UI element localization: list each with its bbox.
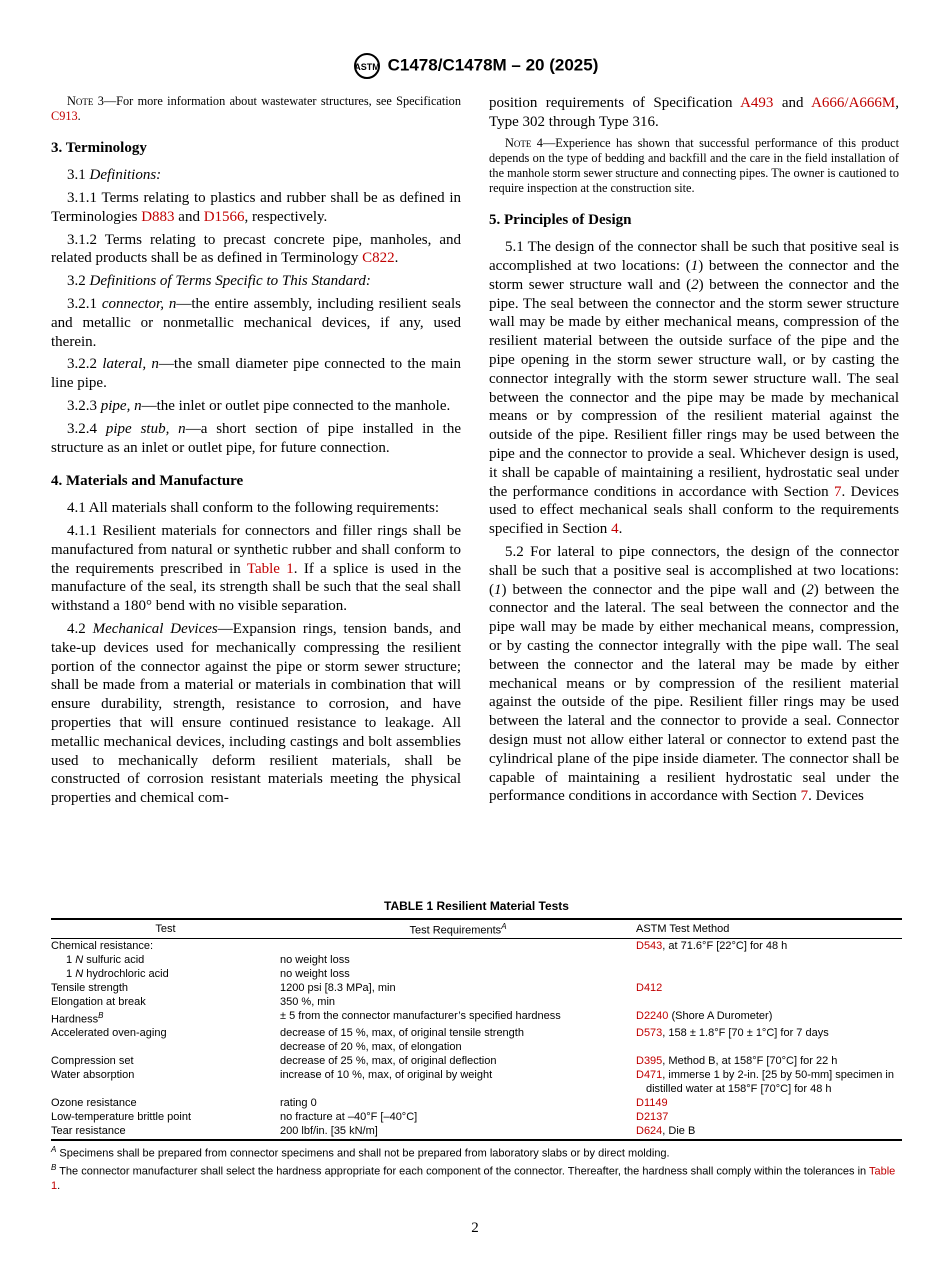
- cell-requirement: [280, 1068, 636, 1096]
- note-label: Note 3: [67, 94, 104, 108]
- text: no fracture at –40°F [–40°C]: [280, 1111, 418, 1124]
- text: Specimens shall be prepared from connector specimens and shall not be prepared from laboratory slabs or by direct molding.: [56, 1147, 670, 1160]
- text: increase of 10 %, max, of original by weight: [280, 1069, 493, 1082]
- note: [51, 94, 461, 124]
- text: . Devices used to effect mechanical seals shall conform to the requirements specified in Section: [489, 483, 899, 538]
- paragraph: [51, 166, 461, 185]
- text: . If a splice is used in the manufacture of the seal, its strength shall be such that the seal shall withstand a 180° bend with no visible separation.: [51, 560, 461, 615]
- table-row: [51, 1054, 902, 1068]
- reference-link[interactable]: 7: [834, 483, 842, 500]
- astm-logo-icon: [352, 52, 382, 80]
- cell-method: [636, 953, 902, 967]
- italic-text: lateral, n: [102, 356, 159, 373]
- text: .: [394, 250, 399, 267]
- reference-link[interactable]: D624: [636, 1125, 663, 1138]
- reference-link[interactable]: 7: [800, 788, 809, 805]
- note-label: Note 4: [505, 135, 543, 150]
- reference-link[interactable]: D1566: [203, 208, 245, 225]
- cell-requirement: [280, 1054, 636, 1068]
- table-row: [51, 1009, 902, 1027]
- text: decrease of 20 %, max, of elongation: [280, 1041, 462, 1054]
- section-heading: [51, 139, 461, 158]
- text: Low-temperature brittle point: [51, 1111, 192, 1124]
- text: , Method B, at 158°F [70°C] for 22 h: [662, 1055, 838, 1068]
- cell-method: [636, 995, 902, 1009]
- table-row: [51, 1124, 902, 1140]
- reference-link[interactable]: D2240: [636, 1009, 669, 1022]
- cell-method: [636, 981, 902, 995]
- paragraph: [51, 355, 461, 393]
- paragraph: [51, 295, 461, 351]
- page-header: [0, 52, 950, 80]
- text: 3.1: [67, 167, 90, 184]
- text: 3.2: [67, 273, 90, 290]
- table-row: [51, 1026, 902, 1054]
- text: —the small diameter pipe connected to the main line pipe.: [51, 356, 462, 392]
- cell-test: [51, 1124, 280, 1140]
- text: 1200 psi [8.3 MPa], min: [280, 981, 396, 994]
- text: .: [57, 1179, 61, 1192]
- text: , at 71.6°F [22°C] for 48 h: [662, 939, 788, 952]
- cell-method: [636, 1054, 902, 1068]
- reference-link[interactable]: D2137: [636, 1111, 669, 1124]
- text: 200 lbf/in. [35 kN/m]: [280, 1125, 378, 1138]
- section-heading: [489, 211, 899, 230]
- text: no weight loss: [280, 967, 350, 980]
- cell-method: [636, 967, 902, 981]
- header-text: Test Requirements: [409, 924, 502, 937]
- cell-test: [51, 1009, 280, 1027]
- cell-test: [51, 1068, 280, 1096]
- text: ± 5 from the connector manufacturer’s specified hardness: [280, 1009, 561, 1022]
- italic-text: N: [75, 967, 84, 980]
- text: —the inlet or outlet pipe connected to the manhole.: [141, 397, 451, 414]
- cell-method: [636, 1009, 902, 1027]
- italic-text: 1: [690, 258, 699, 274]
- text: .: [77, 109, 81, 124]
- cell-requirement: [280, 953, 636, 967]
- table-row: [51, 1096, 902, 1110]
- cell-requirement: [280, 995, 636, 1009]
- table-row: [51, 995, 902, 1009]
- cell-requirement: [280, 938, 636, 953]
- reference-link[interactable]: D412: [636, 981, 663, 994]
- cell-method: [636, 1026, 902, 1054]
- table-row: [51, 938, 902, 953]
- right-column: [489, 94, 899, 810]
- text: 3. Terminology: [51, 140, 147, 157]
- text: The connector manufacturer shall select the hardness appropriate for each component of the connector. Thereafter, the hardness shall comply within the tolerances in: [56, 1165, 869, 1178]
- cell-requirement: [280, 1009, 636, 1027]
- text: 4.2: [67, 620, 93, 637]
- paragraph: [51, 231, 461, 269]
- paragraph: [51, 420, 461, 458]
- text: 3.2.2: [67, 356, 103, 373]
- text: , 158 ± 1.8°F [70 ± 1°C] for 7 days: [662, 1027, 829, 1040]
- text: —the entire assembly, including resilient seals and metallic or nonmetallic mechanical devices, if any, used therein.: [51, 295, 461, 350]
- cell-requirement: [280, 1096, 636, 1110]
- italic-text: connector, n: [101, 295, 177, 312]
- reference-link[interactable]: D471: [636, 1069, 663, 1082]
- text: rating 0: [280, 1097, 317, 1110]
- cell-test: [51, 1110, 280, 1124]
- paragraph: [489, 543, 899, 806]
- text: , respectively.: [244, 208, 328, 225]
- text: Ozone resistance: [51, 1097, 137, 1110]
- italic-text: pipe, n: [100, 397, 142, 414]
- table-row: [51, 1068, 902, 1096]
- cell-method: [636, 1096, 902, 1110]
- reference-link[interactable]: D1149: [636, 1097, 668, 1110]
- text: decrease of 15 %, max, of original tensile strength: [280, 1027, 524, 1040]
- italic-text: pipe stub, n: [105, 420, 186, 437]
- text: —Expansion rings, tension bands, and take-up devices used for mechanically compressing the resilient portion of the connector against the pipe or storm sewer structure; shall be made from a material or materials in combination that will ensure durability, strength, resistance to corrosion, and have properties that will ensure continued resistance to leakage. All metallic mechanical devices, including castings and bolt assemblies used to mechanically deform resilient materials, shall be constructed of corrosion resistant materials meeting the physical properties and chemical com-: [51, 620, 461, 807]
- text: , immerse 1 by 2-in. [25 by 50-mm] specimen in distilled water at 158°F [70°C] for 48 h: [646, 1069, 894, 1096]
- text: sulfuric acid: [83, 953, 145, 966]
- text: 3.2.3: [67, 397, 101, 414]
- text: —Experience has shown that successful performance of this product depends on the type of bedding and backfill and the care in the field installation of the manhole storm sewer structure and connecting pipes. The owner is cautioned to require inspection at the construction site.: [489, 135, 899, 196]
- text: and: [773, 95, 812, 111]
- text: 3.1.1 Terms relating to plastics and rubber shall be as defined in Terminologies: [51, 190, 461, 225]
- cell-requirement: [280, 1026, 636, 1054]
- table-row: [51, 981, 902, 995]
- text: .: [618, 521, 623, 538]
- cell-requirement: [280, 1110, 636, 1124]
- paragraph: [489, 238, 899, 539]
- cell-method: [636, 1124, 902, 1140]
- paragraph: [51, 272, 461, 291]
- reference-link[interactable]: Table 1: [51, 1165, 896, 1192]
- paragraph: [489, 94, 899, 132]
- cell-test: [51, 995, 280, 1009]
- reference-link[interactable]: A493: [740, 95, 774, 111]
- text: Water absorption: [51, 1069, 135, 1082]
- footnote-mark: A: [501, 922, 507, 931]
- col-header-method: ASTM Test Method: [636, 919, 902, 938]
- text: ) between the connector and the storm sewer structure wall and (: [489, 258, 899, 293]
- text: —a short section of pipe installed in the structure as an inlet or outlet pipe, for future connection.: [51, 420, 462, 456]
- paragraph: [51, 499, 461, 518]
- footnote-mark: B: [98, 1010, 104, 1020]
- text: (Shore A Durometer): [668, 1009, 773, 1022]
- text: Tear resistance: [51, 1125, 126, 1138]
- text: Chemical resistance:: [51, 939, 154, 952]
- table-title: TABLE 1 Resilient Material Tests: [384, 899, 569, 913]
- section-heading: [51, 472, 461, 491]
- text: decrease of 25 %, max, of original deflection: [280, 1055, 497, 1068]
- text: 5. Principles of Design: [489, 212, 632, 229]
- reference-link[interactable]: D543: [636, 939, 663, 952]
- text: hydrochloric acid: [83, 967, 169, 980]
- table-1: [51, 899, 902, 1193]
- text: ) between the connector and the pipe. The seal between the connector and the storm sewer structure wall may be made by either mechanical means, compression of the resilient material between the outside surface of the pipe and the pipe opening in the storm sewer structure wall, or by casting the connector integrally with the storm sewer structure wall. The seal between the connector and the pipe may be made by mechanical means or by compression of the resilient material against the outside of the pipe. Resilient filler rings may be used between the pipe and the connector to provide a seal. Whichever design is used, it shall be capable of maintaining a resilient, hydrostatic seal under the performance conditions in accordance with Section: [489, 276, 899, 500]
- cell-method: [636, 1068, 902, 1096]
- text: —For more information about wastewater structures, see Specification: [103, 94, 461, 108]
- text: 4.1 All materials shall conform to the following requirements:: [67, 500, 440, 517]
- text: ) between the connector and the pipe wall and (: [501, 581, 807, 598]
- footnote-mark: A: [51, 1145, 57, 1155]
- paragraph: [51, 522, 461, 616]
- text: Elongation at break: [51, 995, 146, 1008]
- text: 1: [66, 953, 76, 966]
- reference-link[interactable]: C913: [51, 109, 78, 124]
- paragraph: [51, 397, 461, 416]
- italic-text: 1: [494, 581, 502, 598]
- text: , Die B: [662, 1125, 696, 1138]
- cell-test: [51, 981, 280, 995]
- table-row: [51, 967, 902, 981]
- text: 3.2.4: [67, 420, 106, 437]
- reference-link[interactable]: A666/A666M: [811, 95, 896, 111]
- text: position requirements of Specification: [489, 95, 741, 111]
- cell-method: [636, 938, 902, 953]
- italic-text: 2: [691, 276, 699, 293]
- reference-link[interactable]: D573: [636, 1027, 663, 1040]
- reference-link[interactable]: C822: [362, 250, 395, 267]
- footnote: [51, 1143, 902, 1161]
- italic-text: Mechanical Devices: [92, 620, 218, 637]
- text: Compression set: [51, 1055, 134, 1068]
- text: , Type 302 through Type 316.: [489, 95, 899, 130]
- col-header-requirements: [280, 919, 636, 938]
- cell-requirement: [280, 967, 636, 981]
- italic-text: Definitions:: [89, 167, 162, 184]
- italic-text: N: [75, 953, 84, 966]
- footnote-mark: B: [51, 1162, 57, 1172]
- text: . Devices: [808, 788, 864, 805]
- italic-text: Definitions of Terms Specific to This Standard:: [89, 273, 371, 290]
- paragraph: [51, 189, 461, 227]
- text: 3.1.2 Terms relating to precast concrete pipe, manholes, and related products shall be as defined in Terminology: [51, 231, 461, 267]
- footnote: [51, 1161, 902, 1193]
- text: 5.1 The design of the connector shall be such that positive seal is accomplished at two locations: (: [489, 239, 899, 274]
- text: Tensile strength: [51, 981, 129, 994]
- cell-requirement: [280, 1124, 636, 1140]
- cell-test: [51, 1054, 280, 1068]
- cell-test: [51, 1026, 280, 1054]
- text: 4. Materials and Manufacture: [51, 473, 244, 490]
- svg-text:ASTM: ASTM: [353, 62, 380, 72]
- col-header-test: Test: [51, 919, 280, 938]
- text: no weight loss: [280, 953, 350, 966]
- paragraph: [51, 620, 461, 808]
- reference-link[interactable]: D395: [636, 1055, 663, 1068]
- left-column: [51, 94, 461, 812]
- text: Accelerated oven-aging: [51, 1027, 167, 1040]
- table-footnotes: [51, 1143, 902, 1192]
- table-row: [51, 953, 902, 967]
- text: 1: [66, 967, 76, 980]
- reference-link[interactable]: 4: [611, 521, 619, 538]
- cell-test: [51, 967, 280, 981]
- text: 3.2.1: [67, 295, 102, 312]
- italic-text: 2: [806, 581, 814, 598]
- text: ) between the connector and the lateral. The seal between the connector and the pipe wall may be made by either mechanical means, compression, or by casting the connector integrally with the pipe wall. The seal between the connector and the lateral may be made by either mechanical means or by compression of the resilient material against the outside of the pipe. Resilient filler rings may be used between the lateral and the connector to provide a seal. Connector design must not allow either lateral or connector to extend past the cylindrical plane of the pipe inside diameter. The connector shall be capable of maintaining a resilient hydrostatic seal under the performance conditions in accordance with Section: [489, 581, 899, 805]
- text: 5.2 For lateral to pipe connectors, the design of the connector shall be such that a positive seal is accomplished at two locations: (: [489, 543, 899, 598]
- cell-requirement: [280, 981, 636, 995]
- standard-designation: C1478/C1478M – 20 (2025): [387, 55, 599, 75]
- reference-link[interactable]: Table 1: [246, 560, 294, 577]
- cell-method: [636, 1110, 902, 1124]
- text: 350 %, min: [280, 995, 336, 1008]
- text: and: [174, 208, 204, 225]
- cell-test: [51, 953, 280, 967]
- text: 4.1.1 Resilient materials for connectors and filler rings shall be manufactured from natural or synthetic rubber and shall conform to the requirements prescribed in: [51, 522, 461, 577]
- cell-test: [51, 938, 280, 953]
- text: Hardness: [51, 1013, 99, 1026]
- table-row: [51, 1110, 902, 1124]
- reference-link[interactable]: D883: [141, 208, 175, 225]
- cell-test: [51, 1096, 280, 1110]
- page-number: 2: [471, 1220, 479, 1236]
- note: [489, 136, 899, 197]
